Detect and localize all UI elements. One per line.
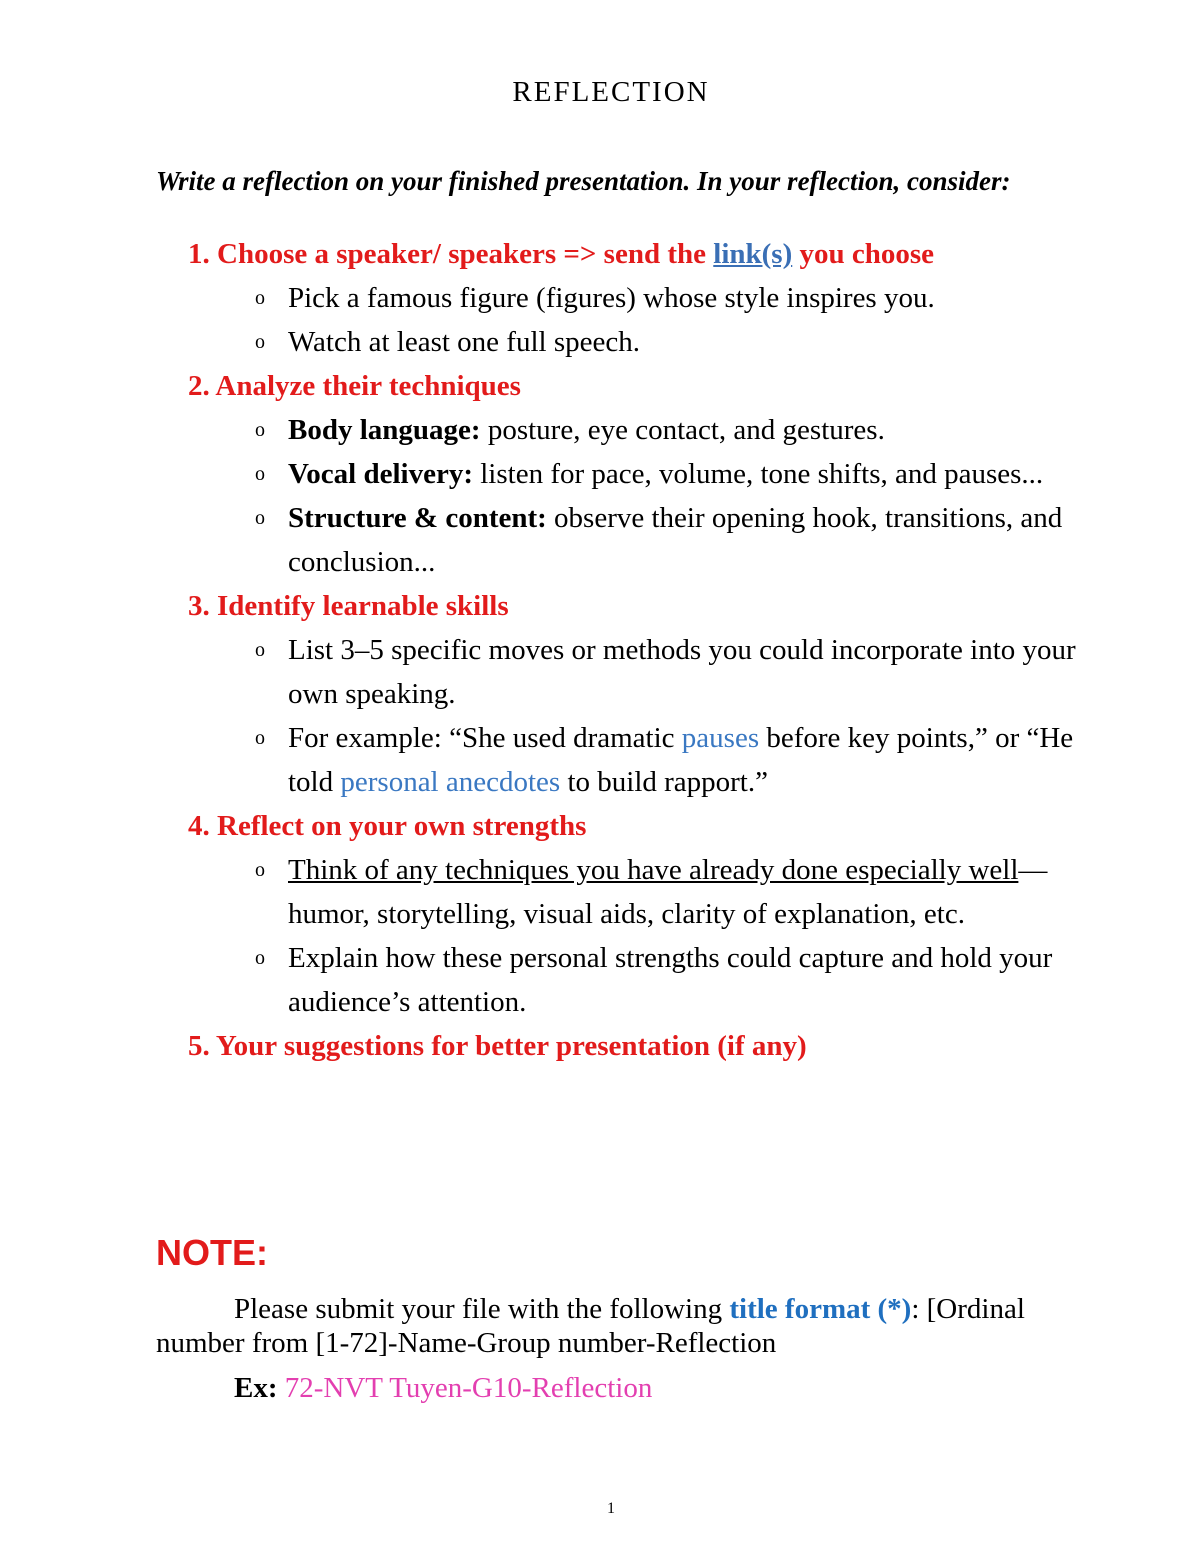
bullet-icon: o [255,463,265,485]
list-item [156,628,1076,716]
section-3-heading: 3. Identify learnable skills [188,590,509,622]
list-item [156,452,1076,496]
section-4-heading: 4. Reflect on your own strengths [188,810,587,842]
bullet-text: before key points,” or “He told [288,722,1074,798]
bullet-text: to build rapport.” [560,766,768,798]
bullet-text: posture, eye contact, and gestures. [480,414,885,446]
bullet-text: Pick a famous figure (figures) whose style inspires you. [288,282,935,314]
list-item [156,496,1076,584]
bullet-icon: o [255,419,265,441]
instruction-list [156,232,1076,1068]
bullet-icon: o [255,639,265,661]
bullet-text: For example: “She used dramatic [288,722,682,754]
document-title: REFLECTION [512,76,710,108]
list-item [156,936,1076,1024]
bullet-text: Explain how these personal strengths could capture and hold your audience’s attention. [288,942,1053,1018]
bullet-text: List 3–5 specific moves or methods you could incorporate into your own speaking. [288,634,1076,710]
bullet-icon: o [255,859,265,881]
bullet-icon: o [255,287,265,309]
bullet-label: Body language: [288,414,481,446]
list-item [156,716,1076,804]
highlight-personal-anecdotes: personal anecdotes [340,766,561,798]
highlight-pauses: pauses [681,722,760,754]
links-link[interactable]: link(s) [713,238,793,270]
bullet-icon: o [255,947,265,969]
bullet-text: listen for pace, volume, tone shifts, and pauses... [472,458,1044,490]
example-value: 72-NVT Tuyen-G10-Reflection [277,1372,653,1404]
submit-instruction [156,1292,1056,1360]
section-5-heading: 5. Your suggestions for better presentation (if any) [188,1030,807,1062]
bullet-icon: o [255,507,265,529]
list-item [156,848,1076,936]
section-2-heading: 2. Analyze their techniques [188,370,521,402]
bullet-text: Watch at least one full speech. [288,326,640,358]
underlined-text: Think of any techniques you have already done especially well [288,854,1019,886]
title-format-highlight: title format (*) [729,1293,912,1325]
list-item [156,408,1076,452]
list-item [156,320,1076,364]
example-line [234,1372,652,1405]
section-1-heading [156,232,1076,276]
intro-instruction: Write a reflection on your finished presentation. In your reflection, consider: [156,166,1011,196]
list-item [156,276,1076,320]
bullet-icon: o [255,331,265,353]
bullet-text: —humor, storytelling, visual aids, clarity of explanation, etc. [288,854,1048,930]
submit-text: Please submit your file with the following [234,1293,730,1325]
bullet-label: Vocal delivery: [288,458,473,490]
section-1-heading-post: you choose [792,238,935,270]
section-1-heading-pre: 1. Choose a speaker/ speakers => send the [188,238,714,270]
bullet-text: observe their opening hook, transitions, and conclusion... [288,502,1063,578]
note-label: NOTE: [156,1232,268,1273]
submit-text: : [Ordinal number from [1-72]-Name-Group number-Reflection [156,1293,1025,1359]
bullet-icon: o [255,727,265,749]
example-label: Ex: [234,1372,278,1404]
page-number: 1 [607,1500,615,1517]
bullet-label: Structure & content: [288,502,547,534]
